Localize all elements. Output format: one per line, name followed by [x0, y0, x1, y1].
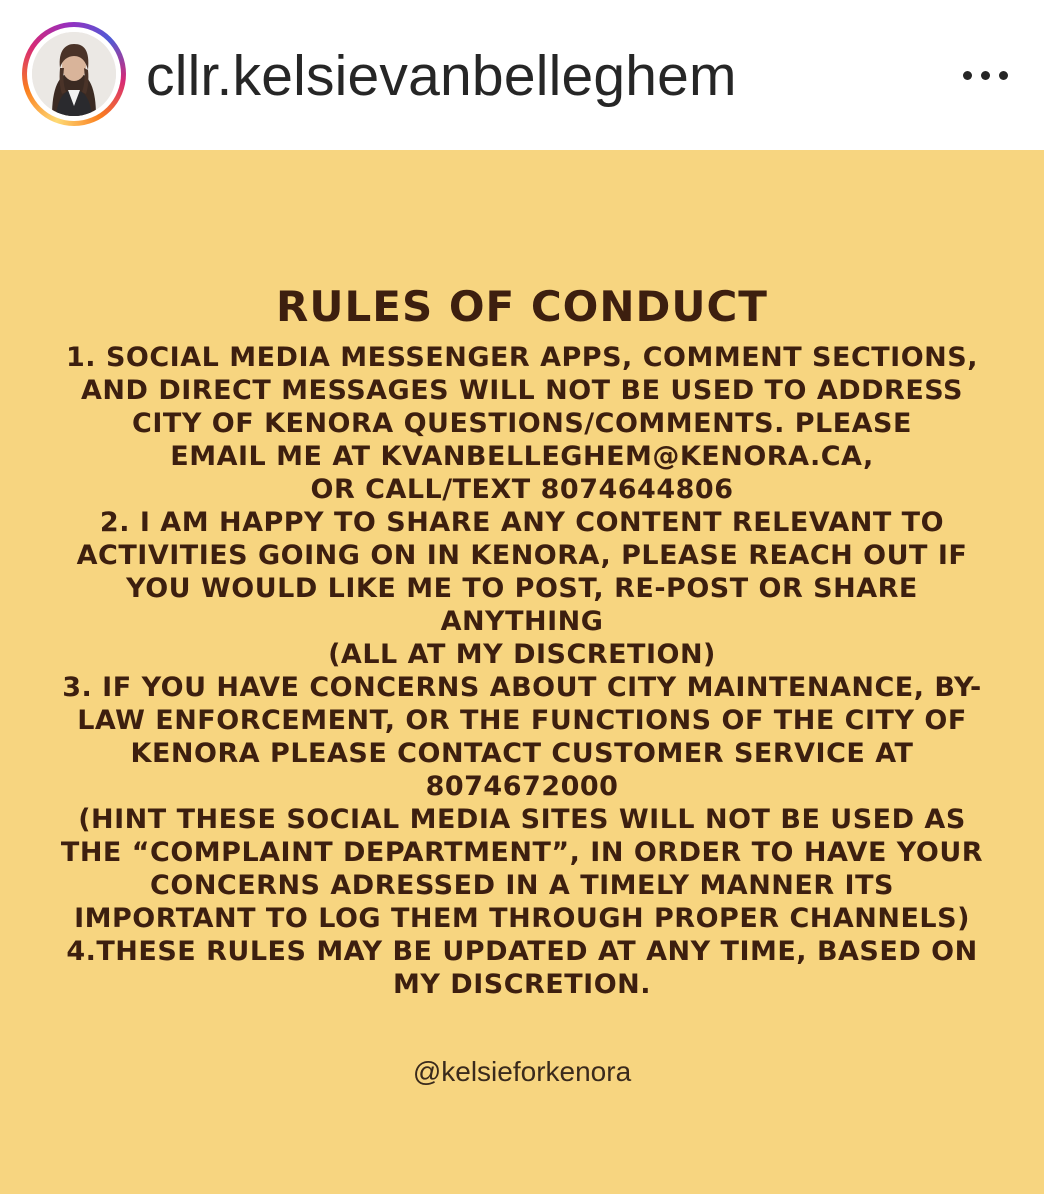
username[interactable]: cllr.kelsievanbelleghem: [146, 44, 737, 108]
rule-line: ACTIVITIES GOING ON IN KENORA, PLEASE REACH OUT IF: [76, 540, 968, 571]
rule-line: YOU WOULD LIKE ME TO POST, RE-POST OR SHARE: [126, 573, 918, 604]
rule-line: (HINT THESE SOCIAL MEDIA SITES WILL NOT BE USED AS: [78, 804, 966, 835]
rule-line: LAW ENFORCEMENT, OR THE FUNCTIONS OF THE CITY OF: [77, 705, 967, 736]
rule-line: CONCERNS ADRESSED IN A TIMELY MANNER ITS: [150, 870, 894, 901]
rule-line: MY DISCRETION.: [392, 969, 652, 1000]
more-options-button[interactable]: [950, 52, 1020, 98]
rule-line: KENORA PLEASE CONTACT CUSTOMER SERVICE AT: [130, 738, 914, 769]
rule-line: 8074672000: [425, 771, 619, 802]
more-horizontal-icon-dot: [981, 71, 990, 80]
rule-line: IMPORTANT TO LOG THEM THROUGH PROPER CHANNELS): [74, 903, 970, 934]
rule-line: 1. SOCIAL MEDIA MESSENGER APPS, COMMENT SECTIONS,: [66, 342, 978, 373]
avatar[interactable]: [32, 32, 116, 116]
more-horizontal-icon-dot: [999, 71, 1008, 80]
rule-line: 2. I AM HAPPY TO SHARE ANY CONTENT RELEVANT TO: [99, 507, 945, 538]
rule-line: CITY OF KENORA QUESTIONS/COMMENTS. PLEASE: [132, 408, 912, 439]
rule-line: ANYTHING: [440, 606, 604, 637]
account-handle: @kelsieforkenora: [412, 1056, 632, 1087]
rule-line: AND DIRECT MESSAGES WILL NOT BE USED TO ADDRESS: [81, 375, 963, 406]
divider: [0, 1194, 1044, 1200]
rule-line: EMAIL ME AT KVANBELLEGHEM@KENORA.CA,: [170, 441, 874, 472]
more-horizontal-icon: [963, 71, 972, 80]
post-title: RULES OF CONDUCT: [276, 282, 768, 331]
rule-line: THE “COMPLAINT DEPARTMENT”, IN ORDER TO HAVE YOUR: [60, 837, 984, 868]
rule-line: 3. IF YOU HAVE CONCERNS ABOUT CITY MAINTENANCE, BY-: [62, 672, 982, 703]
rule-line: OR CALL/TEXT 8074644806: [310, 474, 734, 505]
rule-line: 4.THESE RULES MAY BE UPDATED AT ANY TIME, BASED ON: [66, 936, 978, 967]
profile-photo-icon: [32, 32, 116, 116]
post-image[interactable]: [0, 150, 1044, 1194]
story-ring[interactable]: [22, 22, 126, 126]
rule-line: (ALL AT MY DISCRETION): [328, 639, 716, 670]
post-header: [0, 0, 1044, 150]
